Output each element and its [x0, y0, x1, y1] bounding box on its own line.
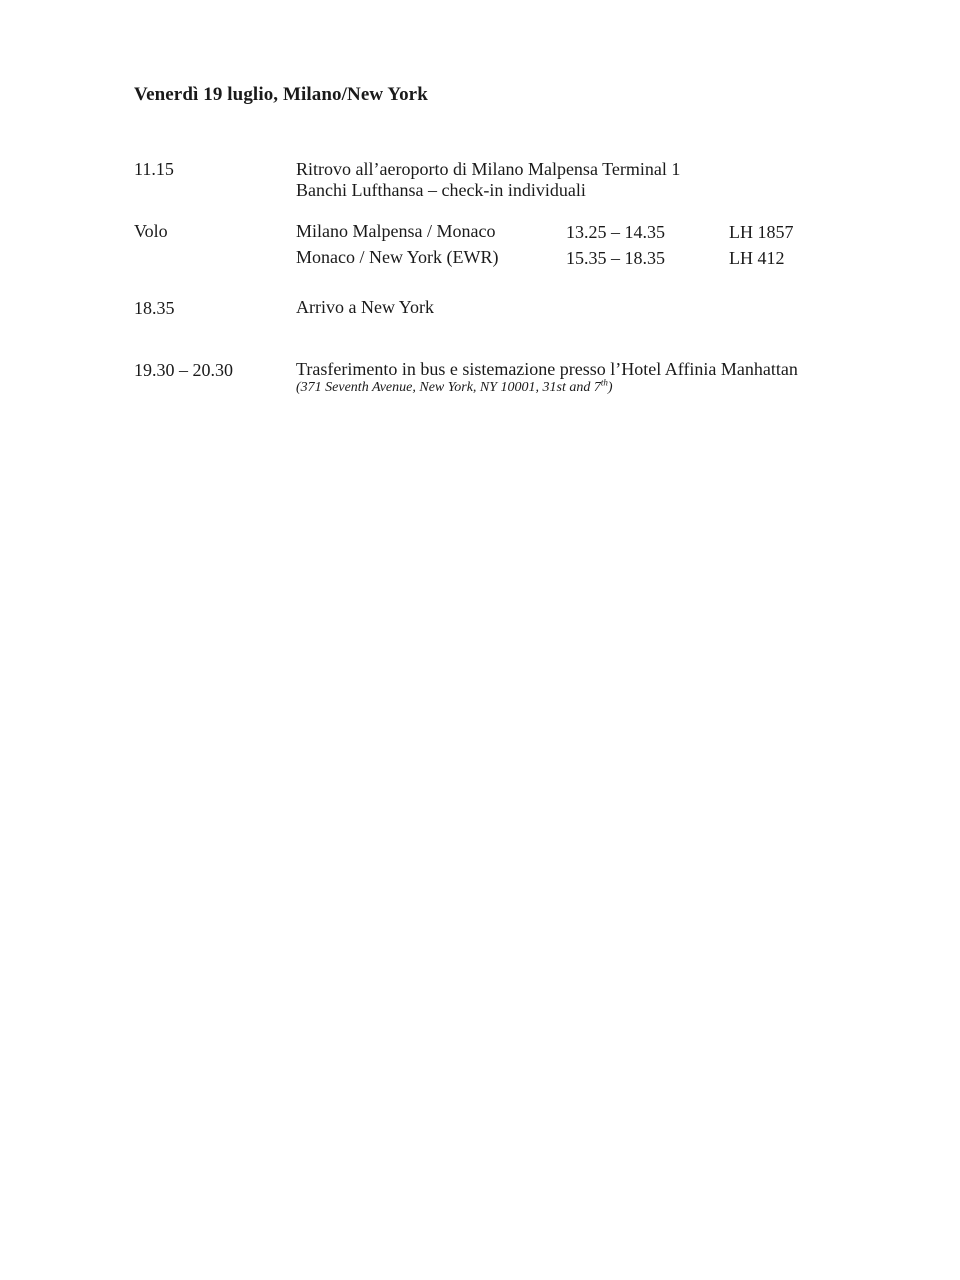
- flight-times: 15.35 – 18.35: [566, 248, 665, 268]
- hotel-address-close: ): [607, 380, 613, 395]
- flight-route: Monaco / New York (EWR): [296, 247, 499, 267]
- hotel-address-superscript: th: [600, 377, 608, 388]
- flight-times: 13.25 – 14.35: [566, 222, 665, 242]
- hotel-address: [296, 379, 613, 397]
- transfer-time: 19.30 – 20.30: [134, 360, 233, 380]
- flight-code: LH 1857: [729, 222, 794, 242]
- transfer-text: Trasferimento in bus e sistemazione presso l’Hotel Affinia Manhattan: [296, 359, 798, 379]
- arrival-text: Arrivo a New York: [296, 297, 434, 317]
- arrival-time: 18.35: [134, 298, 175, 318]
- meeting-line-1: Ritrovo all’aeroporto di Milano Malpensa Terminal 1: [296, 159, 681, 179]
- meeting-line-2: Banchi Lufthansa – check-in individuali: [296, 180, 586, 200]
- hotel-address-main: (371 Seventh Avenue, New York, NY 10001, 31st and 7: [296, 380, 601, 395]
- meeting-time: 11.15: [134, 159, 174, 179]
- flight-label: Volo: [134, 221, 168, 241]
- flight-code: LH 412: [729, 248, 785, 268]
- flight-route: Milano Malpensa / Monaco: [296, 221, 496, 241]
- page-title: Venerdì 19 luglio, Milano/New York: [134, 84, 428, 105]
